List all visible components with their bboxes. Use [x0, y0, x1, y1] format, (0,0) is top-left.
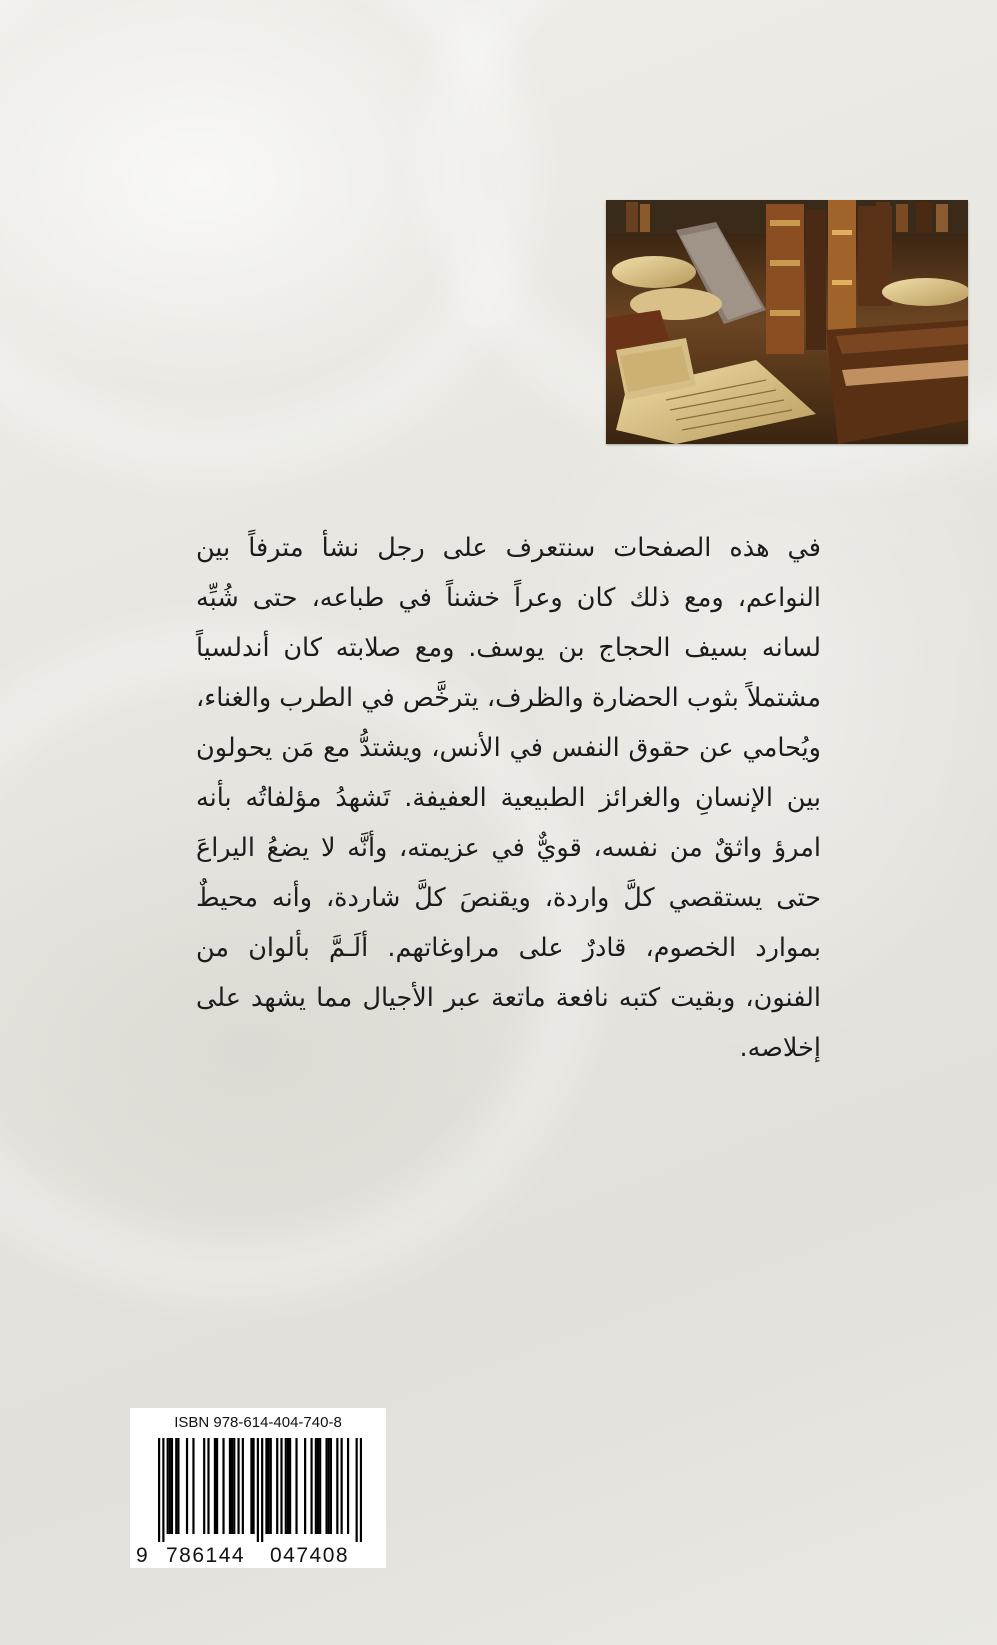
barcode-bar: [192, 1438, 194, 1534]
barcode-bar: [315, 1438, 317, 1534]
barcode-bar: [328, 1438, 330, 1534]
barcode-bar: [268, 1438, 270, 1534]
isbn-barcode: [130, 1408, 386, 1568]
barcode-bar: [177, 1438, 179, 1534]
books-photo: [606, 200, 968, 444]
barcode-bar: [242, 1438, 244, 1534]
barcode-bar: [162, 1438, 164, 1542]
barcode-bar: [310, 1438, 312, 1534]
barcode-bars: [158, 1438, 362, 1542]
barcode-bar: [261, 1438, 263, 1542]
barcode-digits-right: 047408: [270, 1544, 350, 1567]
barcode-bar: [304, 1438, 306, 1534]
barcode-bar: [336, 1438, 338, 1534]
barcode-bar: [214, 1438, 216, 1534]
barcode-bar: [289, 1438, 291, 1534]
barcode-bar: [287, 1438, 289, 1534]
barcode-bar: [233, 1438, 235, 1534]
barcode-bar: [216, 1438, 218, 1534]
books-photo-icon: [606, 200, 968, 444]
barcode-bar: [319, 1438, 321, 1534]
barcode-bar: [341, 1438, 343, 1534]
barcode-bar: [252, 1438, 254, 1534]
barcode-bar: [257, 1438, 259, 1542]
blurb-paragraph: في هذه الصفحات سنتعرف على رجل نشأ مترفاً بين النواعم، ومع ذلك كان وعراً خشناً في طباعه، حتى شُبِّه لسانه بسيف الحجاج بن يوسف. ومع صلابته كان أندلسياً مشتملاً بثوب الحضارة والظرف، يترخَّص في الطرب والغناء، ويُحامي عن حقوق النفس في الأنس، ويشتدُّ مع مَن يحولون بين الإنسانِ والغرائز الطبيعية العفيفة. تَشهدُ مؤلفاتُه بأنه امرؤ واثقٌ من نفسه، قويٌّ في عزيمته، وأنَّه لا يضعُ اليراعَ حتى يستقصي كلَّ واردة، ويقنصَ كلَّ شاردة، وأنه محيطٌ بموارد الخصوم، قادرٌ على مراوغاتهم. ألَـمَّ بألوان من الفنون، وبقيت كتبه نافعة ماتعة عبر الأجيال مما يشهد على إخلاصه.: [196, 533, 821, 1063]
barcode-bar: [237, 1438, 239, 1534]
barcode-bar: [325, 1438, 327, 1534]
isbn-label: ISBN 978-614-404-740-8: [174, 1414, 342, 1431]
barcode-bar: [207, 1438, 209, 1534]
background-swirl: [0, 0, 540, 480]
barcode-bar: [360, 1438, 362, 1542]
barcode-bar: [167, 1438, 169, 1534]
barcode-digits-left: 786144: [166, 1544, 246, 1567]
barcode-bar: [285, 1438, 287, 1534]
barcode-bar: [231, 1438, 233, 1534]
barcode-bar: [175, 1438, 177, 1534]
barcode-bar: [203, 1438, 205, 1534]
barcode-bar: [169, 1438, 171, 1534]
barcode-bar: [356, 1438, 358, 1542]
barcode-bar: [171, 1438, 173, 1534]
barcode-bar: [317, 1438, 319, 1534]
barcode-bar: [158, 1438, 160, 1542]
barcode-bar: [295, 1438, 297, 1534]
barcode-bar: [222, 1438, 224, 1534]
barcode-bar: [250, 1438, 252, 1534]
barcode-bar: [330, 1438, 332, 1534]
barcode-digit-first: 9: [136, 1544, 148, 1567]
barcode-bar: [276, 1438, 278, 1534]
barcode-bar: [229, 1438, 231, 1534]
barcode-bar: [265, 1438, 267, 1534]
barcode-bar: [186, 1438, 188, 1534]
barcode-bar: [347, 1438, 349, 1534]
barcode-bar: [270, 1438, 272, 1534]
barcode-bar: [280, 1438, 282, 1534]
